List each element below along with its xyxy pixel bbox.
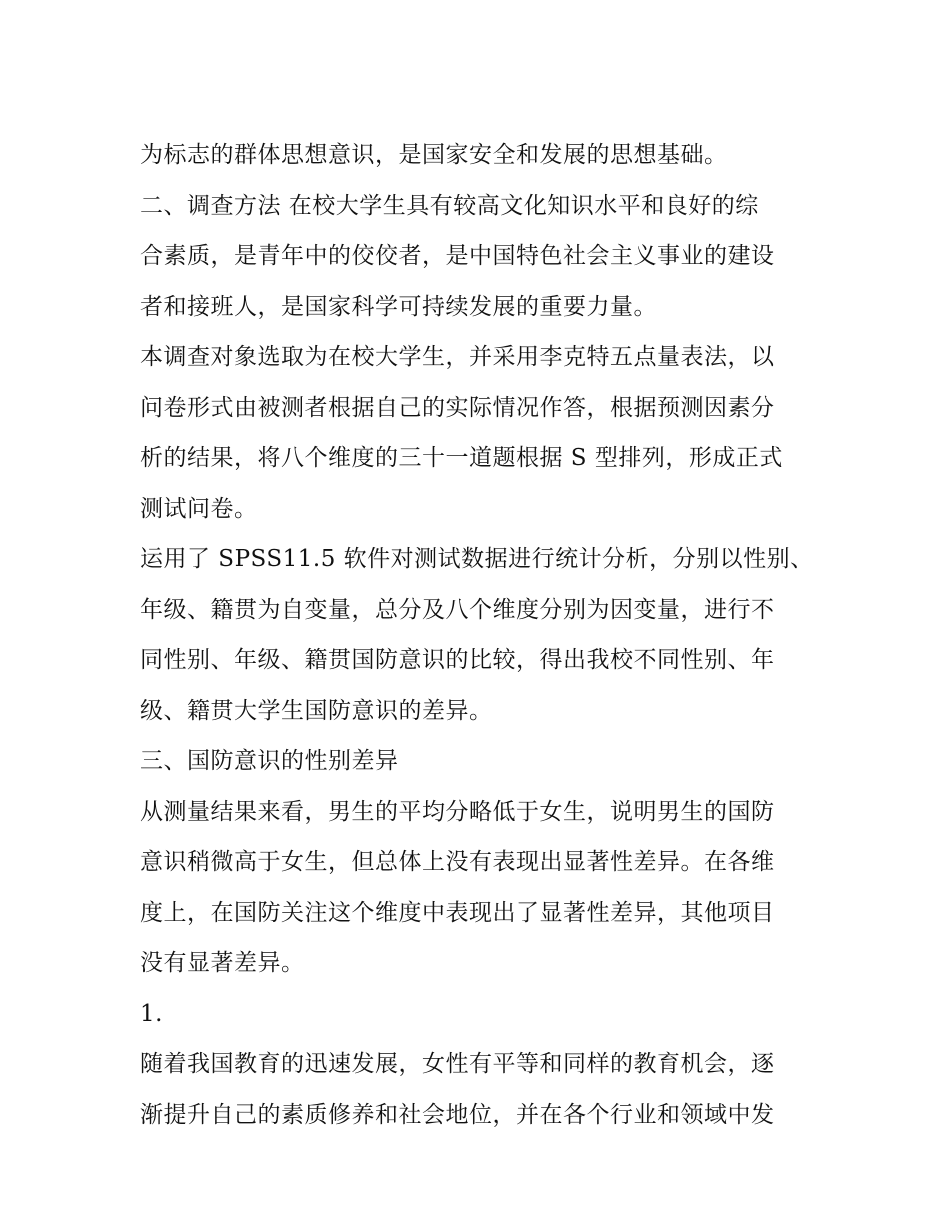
text-line: 级、籍贯大学生国防意识的差异。 [140, 697, 493, 724]
text-line: 渐提升自己的素质修养和社会地位，并在各个行业和领域中发 [140, 1101, 775, 1128]
text-line: 合素质，是青年中的佼佼者，是中国特色社会主义事业的建设 [140, 243, 775, 269]
paragraph-education-development [140, 1039, 820, 1140]
list-number [140, 989, 820, 1040]
paragraph-survey-subjects [140, 332, 820, 534]
paragraph-intro-end [140, 130, 820, 181]
document-body [140, 130, 820, 1140]
text-line: 随着我国教育的迅速发展，女性有平等和同样的教育机会，逐 [140, 1051, 775, 1077]
text-line: 问卷形式由被测者根据自己的实际情况作答，根据预测因素分 [140, 394, 775, 421]
text-line: 测试问卷。 [140, 495, 258, 522]
text-line: 从测量结果来看，男生的平均分略低于女生，说明男生的国防 [140, 798, 775, 825]
text-line: 本调查对象选取为在校大学生，并采用李克特五点量表法，以 [140, 344, 775, 370]
paragraph-survey-method [140, 181, 820, 333]
paragraph-gender-results [140, 787, 820, 989]
text-line: 同性别、年级、籍贯国防意识的比较，得出我校不同性别、年 [140, 647, 775, 673]
text-line: 三、国防意识的性别差异 [140, 748, 399, 774]
text-line: 1. [140, 1000, 163, 1027]
text-line: 二、调查方法 在校大学生具有较高文化知识水平和良好的综 [140, 192, 759, 219]
text-line: 没有显著差异。 [140, 950, 305, 976]
text-line: 意识稍微高于女生，但总体上没有表现出显著性差异。在各维 [140, 849, 775, 875]
text-line: 为标志的群体思想意识，是国家安全和发展的思想基础。 [140, 142, 728, 168]
text-line: 年级、籍贯为自变量，总分及八个维度分别为因变量，进行不 [140, 596, 775, 623]
text-line: 度上，在国防关注这个维度中表现出了显著性差异，其他项目 [140, 899, 775, 926]
section-heading-gender-difference [140, 736, 820, 787]
paragraph-statistical-analysis [140, 534, 820, 736]
text-line: 析的结果，将八个维度的三十一道题根据 S 型排列，形成正式 [140, 445, 783, 471]
text-line: 运用了 SPSS11.5 软件对测试数据进行统计分析，分别以性别、 [140, 546, 814, 572]
text-line: 者和接班人，是国家科学可持续发展的重要力量。 [140, 293, 657, 320]
